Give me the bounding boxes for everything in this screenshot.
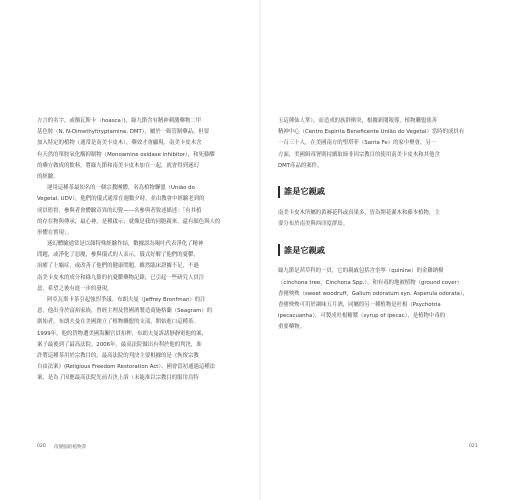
section-heading-text: 誰是它親戚 [284,186,325,197]
text-line: Vegetal, UDV），他們的儀式通常在週數夕時，並由教會中經驗老到的 [37,196,205,203]
text-line: 迷幻體驗通常是以顏特殊經驗作結，數據認為喝吐代表淨化了精神 [47,241,204,248]
text-line: DMT產品的案件。 [278,162,323,169]
book-gutter [259,0,261,500]
text-line: 的存在物與傳承，最心神，是種啟示；就像是我的同胞親來，還有顏色與人的 [37,218,221,225]
heading-bar-marker [278,186,280,198]
text-line: 案子最後到了最高法院。2006年，最高法院做出有利於他的判決，准 [37,341,202,348]
text-line: 重要藥物。 [278,324,305,331]
right-page-body [278,116,481,333]
text-line: 治癒了上癮症，或改善了他們的健康問題，雖然臨床證據不足，不過 [37,263,199,270]
text-line: 自由法案》(Religious Freedom Restoration Act）、國會當初通過這種法 [37,364,216,371]
text-line: 加入特定的植物（通常是南美卡皮木），藥效才會顯現。南美卡皮木含 [37,140,202,147]
text-line: 案，是為了因應最高法院先前否決上訴（未能准以宗教目的服用烏特 [37,375,199,382]
text-line: 玉這種仙人掌），而造成的族群衝突，根據新聞報導，植物聯盟慈善 [278,118,438,124]
text-line: 方面，美國緝毒署則持續取締非因宗教目的使用南美卡皮木和其他含 [278,151,440,158]
text-line: 1999年，他的貨物遭美國海關官員扣押，布朗夫曼訴諸靜靜電他的案， [37,330,208,337]
text-line: 運用這種茶最知名的一個宗教團體，名為植物聯盟（União do [47,185,195,192]
text-line: 綠九節是茜草科的一員，它的親戚包括含奎寧（quinine）的金雞納樹 [278,268,444,275]
page-number-right: 021 [469,444,478,449]
running-head: 改變腦的植物書 [54,445,87,450]
section-heading-2 [278,244,481,256]
text-line: ipecacuanha），可製成吐根糖漿（syrup of ipecac），是植物中毒的 [278,313,446,320]
left-page-body [37,116,238,385]
text-line: 形體在實現」。 [37,229,73,236]
text-line: 有天然的單胺氧化酶抑制物（Monoamine oxidase inhibitor），和死藤醪 [37,151,215,158]
text-line: 問題，或淨化了惡魔，參與儀式的人表示，儀式好解了他們的憂鬱， [37,252,199,259]
text-line: 一百三十人，在美國南方的聖塔菲（Santa Fe）的家中聚會，另一 [278,140,437,147]
text-line: 成員監督，參與者會體驗奇異的幻覺——名參與者敘述描述：「有其植 [37,207,202,214]
heading-bar-marker [278,244,280,256]
text-line: 南美卡皮木所屬的黃褥花科或真果多，皆為開花灌木和藤本植物，主 [278,209,440,216]
text-line: 許將這種茶用於宗教目的，最高法院的判決主要根據的是《恢復宗教 [37,352,199,359]
right-page-paragraph [278,116,481,172]
text-line: 意，希望之後有進一步的發現。 [37,285,113,292]
text-line: 的經驗。 [37,173,59,180]
section-heading-text: 誰是它親戚 [284,244,325,255]
section-1-body [278,208,481,230]
text-line: 精神中心（Centro Espirita Beneficente União do Vegetal）當時的成員有 [278,129,465,136]
text-line: 方言的名字，或稱瓦斯卡〔hoasca〕)，綠九節含有精神刺激藥物二甲 [37,118,202,124]
text-line: 的藥方做成的飲料，將綠九節和南美卡皮木加在一起，就會得到迷幻 [37,162,199,169]
text-line: 基色胺（N, N-Dimethyltryptamine, DMT），屬於一級管制藥品，但要 [37,129,210,136]
text-line: 意，他出身於富裕家族，曾經主理及營國酒製造商施格蘭（Seagram）的 [37,308,213,315]
text-line: 南美卡皮木的成分和綠九節的抗憂鬱藥物記錄，已引起一些研究人員注 [37,274,205,281]
text-line: （cinchona tree，Cinchona Spp.），和有毒的地被植物（ground cover） [278,279,463,286]
text-line: 要分布於南美與西印度群島。 [278,221,349,228]
text-line: 香豬殃殃（sweet woodruff，Galium odoratum syn. Asperula odorata）， [278,290,468,297]
text-line: 創始者，布朗夫曼在美國創立了植物聯盟的支部，開始進口這種茶。 [37,319,199,326]
section-heading-1 [278,186,481,198]
page-number-left: 020 [37,444,46,449]
text-line: 阿亞瓦斯卡茶引起強烈爭議。布朗夫曼（Jeffrey Bronfman）的注 [47,297,206,303]
section-2-body [278,266,481,333]
text-line: 香豬殃殃可用於調味五月酒，同屬的另一種植物是吐根（Psychotria [278,301,441,308]
